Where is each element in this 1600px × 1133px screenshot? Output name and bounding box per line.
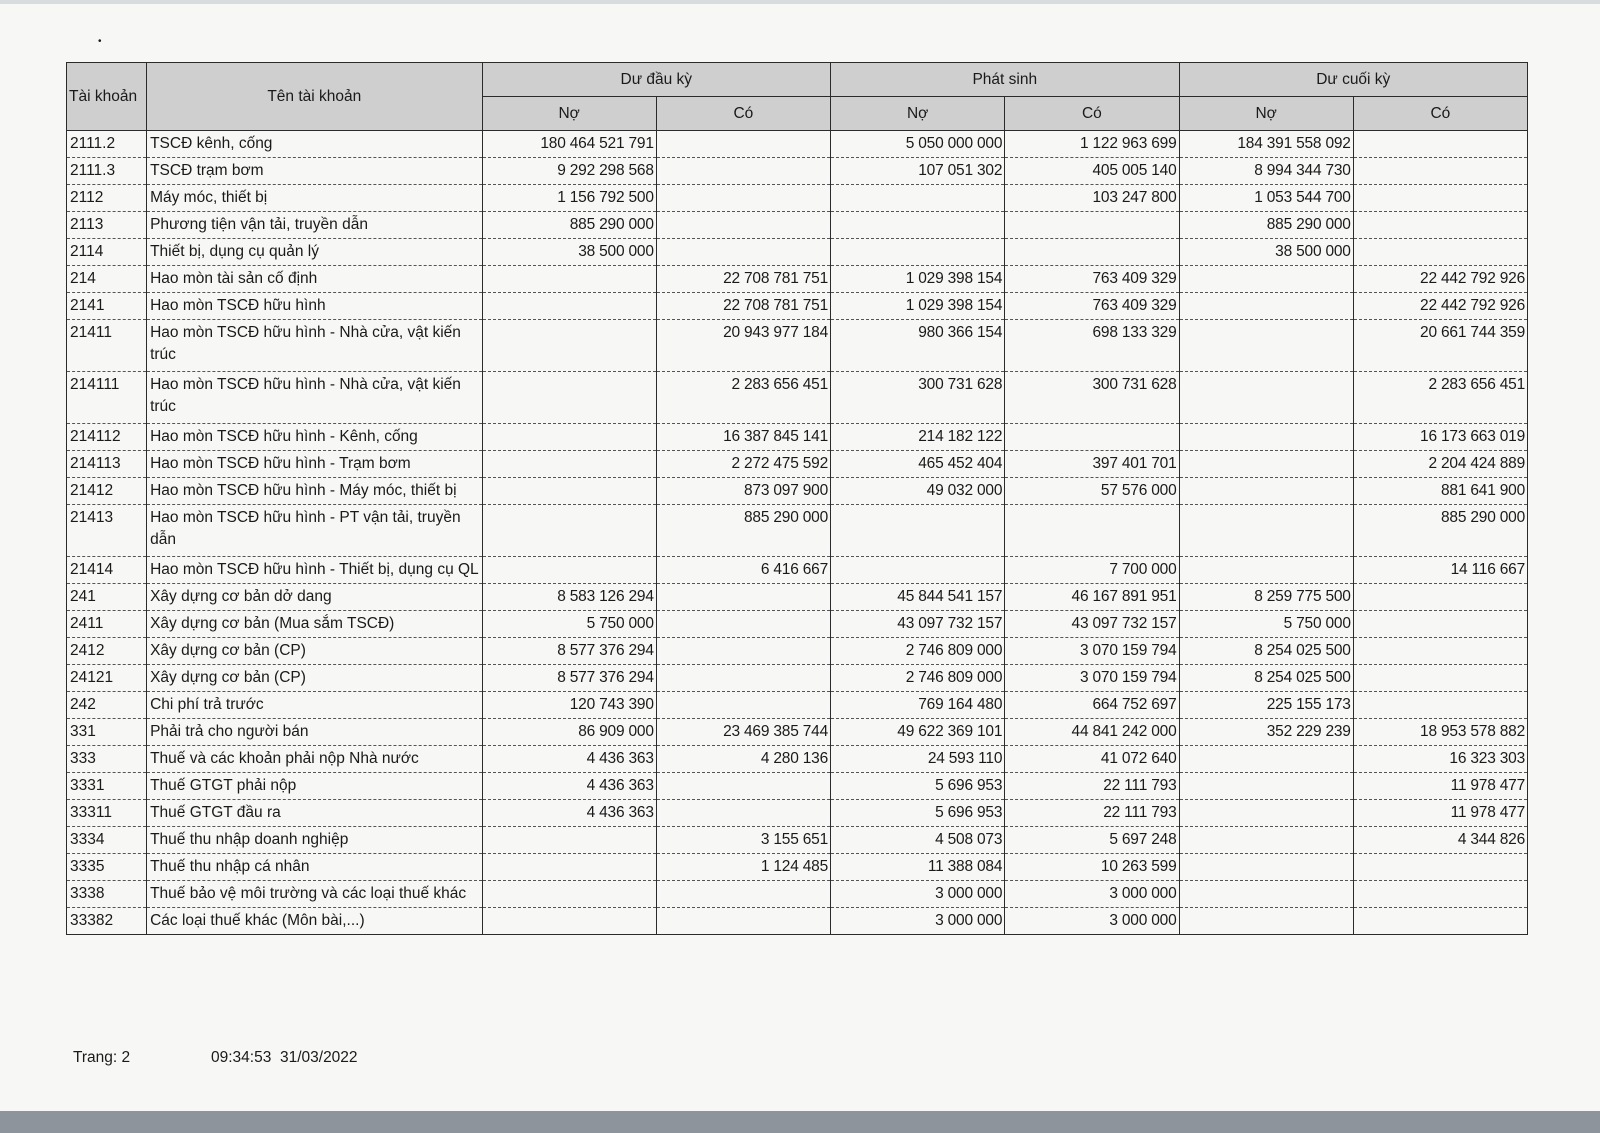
cell-account: 2141 [67,293,147,320]
table-row [67,212,1528,239]
table-row [67,185,1528,212]
cell-period-debit: 49 032 000 [831,478,1005,505]
cell-closing-debit [1179,505,1353,557]
cell-opening-credit [656,239,830,266]
cell-period-credit: 41 072 640 [1005,746,1179,773]
cell-period-debit: 5 696 953 [831,773,1005,800]
cell-account: 2112 [67,185,147,212]
cell-account-name: Phương tiện vận tải, truyền dẫn [147,212,482,239]
cell-account-name: Xây dựng cơ bản dở dang [147,584,482,611]
cell-account-name: Thuế thu nhập cá nhân [147,854,482,881]
cell-opening-credit [656,881,830,908]
cell-account-name: Các loại thuế khác (Môn bài,...) [147,908,482,935]
cell-period-debit: 49 622 369 101 [831,719,1005,746]
cell-opening-debit: 120 743 390 [482,692,656,719]
cell-opening-debit [482,320,656,372]
cell-account-name: Máy móc, thiết bị [147,185,482,212]
cell-account: 33311 [67,800,147,827]
cell-opening-credit [656,131,830,158]
cell-closing-credit: 4 344 826 [1353,827,1527,854]
cell-account-name: Thuế GTGT đầu ra [147,800,482,827]
cell-opening-credit: 2 272 475 592 [656,451,830,478]
cell-account: 33382 [67,908,147,935]
table-row [67,293,1528,320]
cell-closing-debit: 184 391 558 092 [1179,131,1353,158]
cell-opening-credit: 16 387 845 141 [656,424,830,451]
cell-account: 3331 [67,773,147,800]
cell-period-debit [831,505,1005,557]
trial-balance-table [66,62,1528,935]
cell-account: 2114 [67,239,147,266]
cell-account: 3338 [67,881,147,908]
cell-closing-debit [1179,881,1353,908]
cell-account-name: Hao mòn TSCĐ hữu hình - Nhà cửa, vật kiến trúc [147,320,482,372]
cell-opening-credit: 22 708 781 751 [656,293,830,320]
table-row [67,881,1528,908]
header-account-name: Tên tài khoản [147,63,482,131]
table-row [67,908,1528,935]
table-row [67,611,1528,638]
cell-closing-credit [1353,131,1527,158]
cell-period-debit: 214 182 122 [831,424,1005,451]
table-row [67,320,1528,372]
cell-closing-debit: 352 229 239 [1179,719,1353,746]
header-debit: Nợ [831,97,1005,131]
cell-closing-debit: 8 259 775 500 [1179,584,1353,611]
cell-closing-credit: 20 661 744 359 [1353,320,1527,372]
cell-closing-credit: 2 204 424 889 [1353,451,1527,478]
cell-closing-debit [1179,293,1353,320]
cell-account-name: TSCĐ trạm bơm [147,158,482,185]
cell-account-name: Thuế và các khoản phải nộp Nhà nước [147,746,482,773]
cell-closing-credit: 885 290 000 [1353,505,1527,557]
cell-account-name: Thuế bảo vệ môi trường và các loại thuế khác [147,881,482,908]
cell-opening-debit: 38 500 000 [482,239,656,266]
cell-account-name: Xây dựng cơ bản (CP) [147,665,482,692]
cell-closing-credit: 2 283 656 451 [1353,372,1527,424]
cell-period-credit: 57 576 000 [1005,478,1179,505]
cell-period-credit: 3 000 000 [1005,881,1179,908]
cell-closing-credit [1353,854,1527,881]
cell-period-debit: 980 366 154 [831,320,1005,372]
cell-closing-credit [1353,212,1527,239]
cell-period-debit: 24 593 110 [831,746,1005,773]
header-credit: Có [1005,97,1179,131]
cell-closing-credit [1353,239,1527,266]
cell-period-credit: 22 111 793 [1005,773,1179,800]
cell-opening-debit: 885 290 000 [482,212,656,239]
cell-closing-debit [1179,746,1353,773]
cell-account-name: Hao mòn TSCĐ hữu hình - Nhà cửa, vật kiến trúc [147,372,482,424]
cell-closing-debit [1179,478,1353,505]
cell-period-debit: 300 731 628 [831,372,1005,424]
cell-opening-debit: 4 436 363 [482,800,656,827]
cell-account-name: Thuế GTGT phải nộp [147,773,482,800]
cell-closing-debit [1179,320,1353,372]
cell-account: 333 [67,746,147,773]
table-row [67,719,1528,746]
cell-account-name: Thiết bị, dụng cụ quản lý [147,239,482,266]
cell-account-name: Hao mòn TSCĐ hữu hình - Trạm bơm [147,451,482,478]
page-number: Trang: 2 [73,1049,131,1066]
cell-closing-debit [1179,908,1353,935]
cell-period-debit: 43 097 732 157 [831,611,1005,638]
cell-closing-debit: 5 750 000 [1179,611,1353,638]
table-row [67,478,1528,505]
cell-closing-debit: 1 053 544 700 [1179,185,1353,212]
cell-closing-credit: 22 442 792 926 [1353,293,1527,320]
cell-closing-debit: 8 994 344 730 [1179,158,1353,185]
cell-period-debit [831,212,1005,239]
cell-closing-debit [1179,266,1353,293]
cell-account: 21413 [67,505,147,557]
cell-opening-credit [656,611,830,638]
table-row [67,557,1528,584]
header-closing-balance: Dư cuối kỳ [1179,63,1528,97]
cell-closing-credit: 16 173 663 019 [1353,424,1527,451]
cell-period-credit: 405 005 140 [1005,158,1179,185]
cell-opening-credit [656,584,830,611]
cell-period-credit: 22 111 793 [1005,800,1179,827]
table-row [67,372,1528,424]
cell-closing-credit [1353,611,1527,638]
cell-account-name: Hao mòn tài sản cố định [147,266,482,293]
cell-period-debit [831,557,1005,584]
cell-period-debit: 5 696 953 [831,800,1005,827]
table-row [67,827,1528,854]
cell-account: 21412 [67,478,147,505]
page-footer [73,1049,358,1067]
cell-account: 2411 [67,611,147,638]
cell-closing-credit [1353,638,1527,665]
cell-account-name: Xây dựng cơ bản (CP) [147,638,482,665]
cell-closing-credit [1353,881,1527,908]
cell-account-name: Xây dựng cơ bản (Mua sắm TSCĐ) [147,611,482,638]
cell-period-debit: 2 746 809 000 [831,665,1005,692]
cell-account: 214 [67,266,147,293]
cell-period-credit: 5 697 248 [1005,827,1179,854]
cell-opening-credit [656,773,830,800]
cell-period-credit: 763 409 329 [1005,293,1179,320]
cell-closing-credit [1353,908,1527,935]
cell-closing-debit [1179,773,1353,800]
cell-period-debit: 465 452 404 [831,451,1005,478]
cell-period-credit: 44 841 242 000 [1005,719,1179,746]
cell-opening-credit: 1 124 485 [656,854,830,881]
cell-opening-credit [656,638,830,665]
cell-opening-credit: 4 280 136 [656,746,830,773]
cell-account-name: Hao mòn TSCĐ hữu hình - Máy móc, thiết bị [147,478,482,505]
cell-closing-debit [1179,827,1353,854]
cell-closing-credit: 11 978 477 [1353,773,1527,800]
cell-opening-credit: 3 155 651 [656,827,830,854]
cell-account: 2412 [67,638,147,665]
cell-period-credit: 46 167 891 951 [1005,584,1179,611]
header-account: Tài khoản [67,63,147,131]
cell-period-credit: 698 133 329 [1005,320,1179,372]
cell-period-credit: 43 097 732 157 [1005,611,1179,638]
cell-opening-credit: 2 283 656 451 [656,372,830,424]
scan-bottom-edge [0,1111,1600,1133]
cell-closing-debit: 8 254 025 500 [1179,665,1353,692]
cell-account: 21411 [67,320,147,372]
cell-closing-credit: 18 953 578 882 [1353,719,1527,746]
cell-account-name: Chi phí trả trước [147,692,482,719]
cell-opening-debit [482,478,656,505]
cell-opening-credit [656,800,830,827]
cell-account: 2111.3 [67,158,147,185]
cell-opening-credit: 6 416 667 [656,557,830,584]
cell-period-credit: 10 263 599 [1005,854,1179,881]
cell-closing-debit [1179,451,1353,478]
cell-account: 24121 [67,665,147,692]
cell-opening-debit [482,505,656,557]
scan-top-edge [0,0,1600,4]
header-credit: Có [656,97,830,131]
cell-opening-credit [656,212,830,239]
table-row [67,665,1528,692]
cell-opening-debit: 180 464 521 791 [482,131,656,158]
cell-period-debit: 5 050 000 000 [831,131,1005,158]
cell-period-credit: 664 752 697 [1005,692,1179,719]
table-row [67,451,1528,478]
table-row [67,158,1528,185]
cell-opening-debit [482,854,656,881]
table-row [67,505,1528,557]
cell-opening-debit: 5 750 000 [482,611,656,638]
cell-opening-debit: 86 909 000 [482,719,656,746]
cell-account: 214113 [67,451,147,478]
cell-opening-debit: 8 577 376 294 [482,665,656,692]
cell-closing-debit [1179,424,1353,451]
cell-period-debit [831,239,1005,266]
cell-account-name: Hao mòn TSCĐ hữu hình [147,293,482,320]
cell-opening-debit: 4 436 363 [482,773,656,800]
cell-closing-credit: 16 323 303 [1353,746,1527,773]
cell-closing-credit [1353,158,1527,185]
cell-opening-credit: 23 469 385 744 [656,719,830,746]
cell-opening-debit: 1 156 792 500 [482,185,656,212]
table-row [67,800,1528,827]
cell-account: 21414 [67,557,147,584]
print-time: 09:34:53 [211,1049,272,1066]
cell-account-name: Hao mòn TSCĐ hữu hình - PT vận tải, truyền dẫn [147,505,482,557]
cell-period-debit: 3 000 000 [831,881,1005,908]
cell-opening-debit [482,881,656,908]
header-credit: Có [1353,97,1527,131]
table-row [67,773,1528,800]
cell-opening-debit: 4 436 363 [482,746,656,773]
cell-closing-debit: 885 290 000 [1179,212,1353,239]
cell-opening-debit [482,372,656,424]
header-transactions: Phát sinh [831,63,1179,97]
cell-account: 242 [67,692,147,719]
cell-opening-debit [482,908,656,935]
cell-period-credit [1005,212,1179,239]
cell-account-name: Phải trả cho người bán [147,719,482,746]
cell-period-credit [1005,424,1179,451]
scan-dot: • [98,36,102,47]
table-row [67,692,1528,719]
cell-period-debit: 2 746 809 000 [831,638,1005,665]
table-row [67,638,1528,665]
cell-closing-credit [1353,185,1527,212]
cell-opening-credit [656,185,830,212]
cell-period-credit: 300 731 628 [1005,372,1179,424]
cell-opening-debit [482,451,656,478]
cell-account-name: TSCĐ kênh, cống [147,131,482,158]
cell-period-credit: 3 070 159 794 [1005,665,1179,692]
table-row [67,746,1528,773]
cell-account: 3335 [67,854,147,881]
cell-period-credit: 3 000 000 [1005,908,1179,935]
cell-period-debit: 4 508 073 [831,827,1005,854]
cell-opening-credit [656,158,830,185]
cell-closing-debit [1179,372,1353,424]
cell-opening-debit [482,557,656,584]
cell-closing-debit: 8 254 025 500 [1179,638,1353,665]
cell-period-debit: 1 029 398 154 [831,266,1005,293]
print-timestamp [211,1049,358,1067]
table-row [67,584,1528,611]
cell-account: 241 [67,584,147,611]
cell-account: 2113 [67,212,147,239]
cell-period-credit: 763 409 329 [1005,266,1179,293]
print-date: 31/03/2022 [279,1049,358,1066]
cell-period-credit [1005,505,1179,557]
cell-opening-credit [656,692,830,719]
cell-opening-debit [482,266,656,293]
cell-closing-debit [1179,800,1353,827]
cell-opening-debit: 8 583 126 294 [482,584,656,611]
cell-period-credit: 103 247 800 [1005,185,1179,212]
cell-closing-credit [1353,692,1527,719]
cell-closing-credit: 14 116 667 [1353,557,1527,584]
cell-period-credit: 397 401 701 [1005,451,1179,478]
cell-period-credit [1005,239,1179,266]
cell-opening-debit: 8 577 376 294 [482,638,656,665]
cell-account-name: Thuế thu nhập doanh nghiệp [147,827,482,854]
cell-account-name: Hao mòn TSCĐ hữu hình - Kênh, cống [147,424,482,451]
cell-closing-debit: 38 500 000 [1179,239,1353,266]
cell-closing-credit [1353,665,1527,692]
cell-opening-debit [482,827,656,854]
cell-period-debit: 107 051 302 [831,158,1005,185]
cell-closing-debit: 225 155 173 [1179,692,1353,719]
cell-period-debit: 3 000 000 [831,908,1005,935]
cell-opening-credit: 22 708 781 751 [656,266,830,293]
table-row [67,266,1528,293]
cell-closing-debit [1179,854,1353,881]
cell-opening-credit [656,665,830,692]
cell-account: 2111.2 [67,131,147,158]
cell-period-credit: 1 122 963 699 [1005,131,1179,158]
table-row [67,424,1528,451]
cell-account: 3334 [67,827,147,854]
cell-account: 214111 [67,372,147,424]
table-body [67,131,1528,935]
cell-period-debit [831,185,1005,212]
cell-period-debit: 769 164 480 [831,692,1005,719]
table-row [67,854,1528,881]
header-debit: Nợ [1179,97,1353,131]
cell-opening-credit: 885 290 000 [656,505,830,557]
cell-opening-debit [482,293,656,320]
header-opening-balance: Dư đầu kỳ [482,63,830,97]
table-row [67,239,1528,266]
cell-closing-credit: 11 978 477 [1353,800,1527,827]
cell-closing-credit: 881 641 900 [1353,478,1527,505]
cell-period-credit: 7 700 000 [1005,557,1179,584]
cell-period-debit: 1 029 398 154 [831,293,1005,320]
cell-opening-debit [482,424,656,451]
cell-period-debit: 45 844 541 157 [831,584,1005,611]
cell-period-debit: 11 388 084 [831,854,1005,881]
cell-opening-debit: 9 292 298 568 [482,158,656,185]
header-debit: Nợ [482,97,656,131]
cell-opening-credit [656,908,830,935]
cell-period-credit: 3 070 159 794 [1005,638,1179,665]
cell-account: 331 [67,719,147,746]
cell-closing-debit [1179,557,1353,584]
cell-account: 214112 [67,424,147,451]
cell-opening-credit: 20 943 977 184 [656,320,830,372]
cell-opening-credit: 873 097 900 [656,478,830,505]
table-row [67,131,1528,158]
cell-closing-credit [1353,584,1527,611]
cell-account-name: Hao mòn TSCĐ hữu hình - Thiết bị, dụng cụ QL [147,557,482,584]
cell-closing-credit: 22 442 792 926 [1353,266,1527,293]
